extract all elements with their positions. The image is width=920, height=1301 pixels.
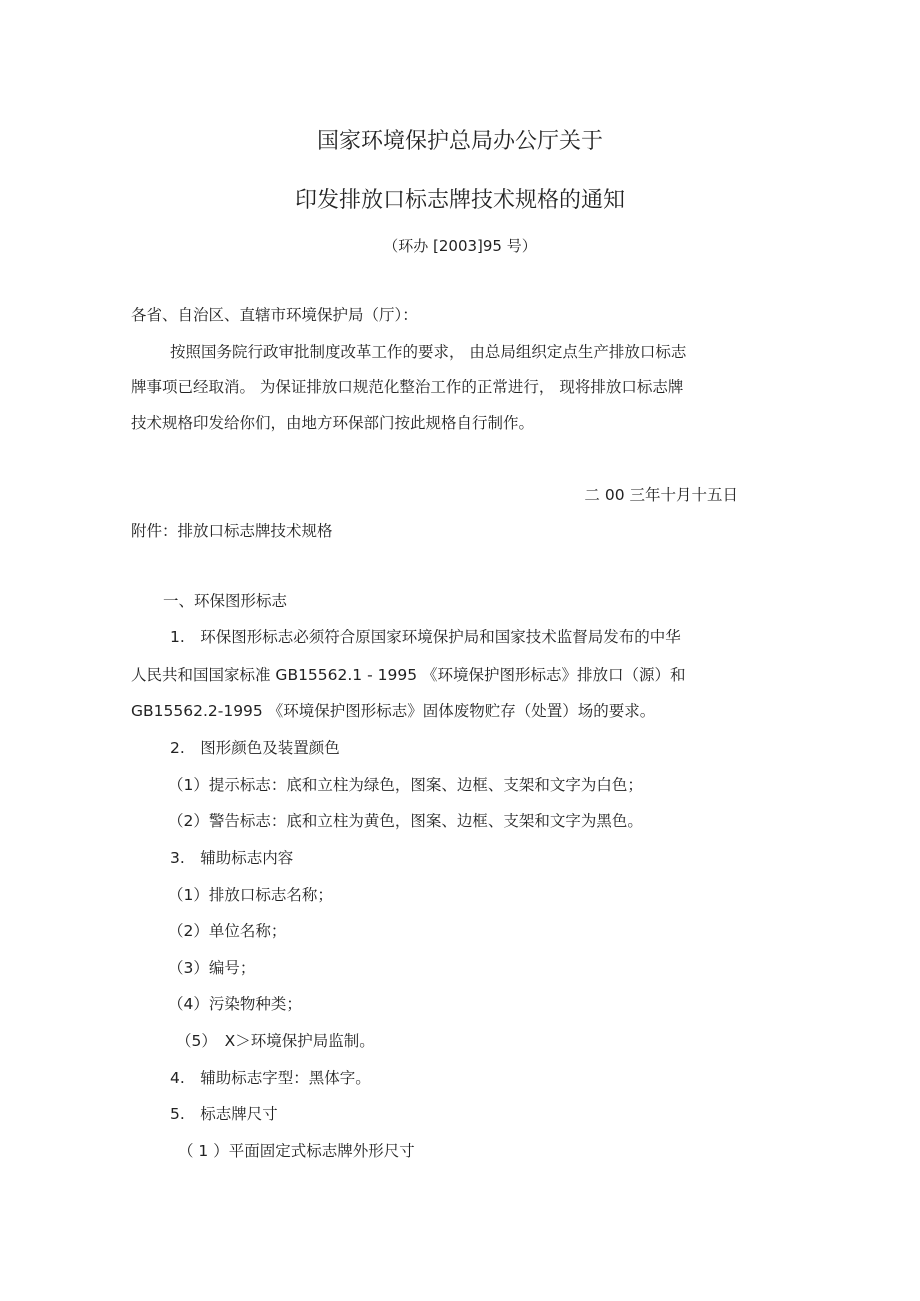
body-line: 技术规格印发给你们，由地方环保部门按此规格自行制作。 [131,414,535,432]
item-5: 5. 标志牌尺寸 [170,1105,278,1123]
item-2-sub: （1）提示标志：底和立柱为绿色，图案、边框、支架和文字为白色； [168,776,643,794]
addressee: 各省、自治区、直辖市环境保护局（厅）： [131,306,418,324]
body-line: 按照国务院行政审批制度改革工作的要求， 由总局组织定点生产排放口标志 [170,343,687,361]
item-5-sub: （ 1 ）平面固定式标志牌外形尺寸 [178,1142,415,1160]
item-3-sub: （4）污染物种类； [168,995,302,1013]
item-2: 2. 图形颜色及装置颜色 [170,739,340,757]
date: 二 00 三年十月十五日 [584,486,738,504]
title-line-2: 印发排放口标志牌技术规格的通知 [294,188,625,213]
item-3-sub: （5） X＞环境保护局监制。 [176,1032,375,1050]
body-line: 牌事项已经取消。 为保证排放口规范化整治工作的正常进行， 现将排放口标志牌 [131,378,684,396]
item-1-cont: 人民共和国国家标准 GB15562.1 - 1995 《环境保护图形标志》排放口（源）和 [131,666,686,684]
doc-number: （环办 [2003]95 号） [383,237,537,255]
section-heading: 一、环保图形标志 [163,592,288,610]
item-3-sub: （3）编号； [168,959,256,977]
item-3-sub: （1）排放口标志名称； [168,886,333,904]
title-line-1: 国家环境保护总局办公厅关于 [316,129,603,154]
item-4: 4. 辅助标志字型：黑体字。 [170,1069,371,1087]
item-1-cont: GB15562.2-1995 《环境保护图形标志》固体废物贮存（处置）场的要求。 [131,702,656,720]
item-1: 1. 环保图形标志必须符合原国家环境保护局和国家技术监督局发布的中华 [170,628,681,646]
attachment: 附件：排放口标志牌技术规格 [131,522,333,540]
item-2-sub: （2）警告标志：底和立柱为黄色，图案、边框、支架和文字为黑色。 [168,812,643,830]
item-3: 3. 辅助标志内容 [170,849,294,867]
item-3-sub: （2）单位名称； [168,922,287,940]
